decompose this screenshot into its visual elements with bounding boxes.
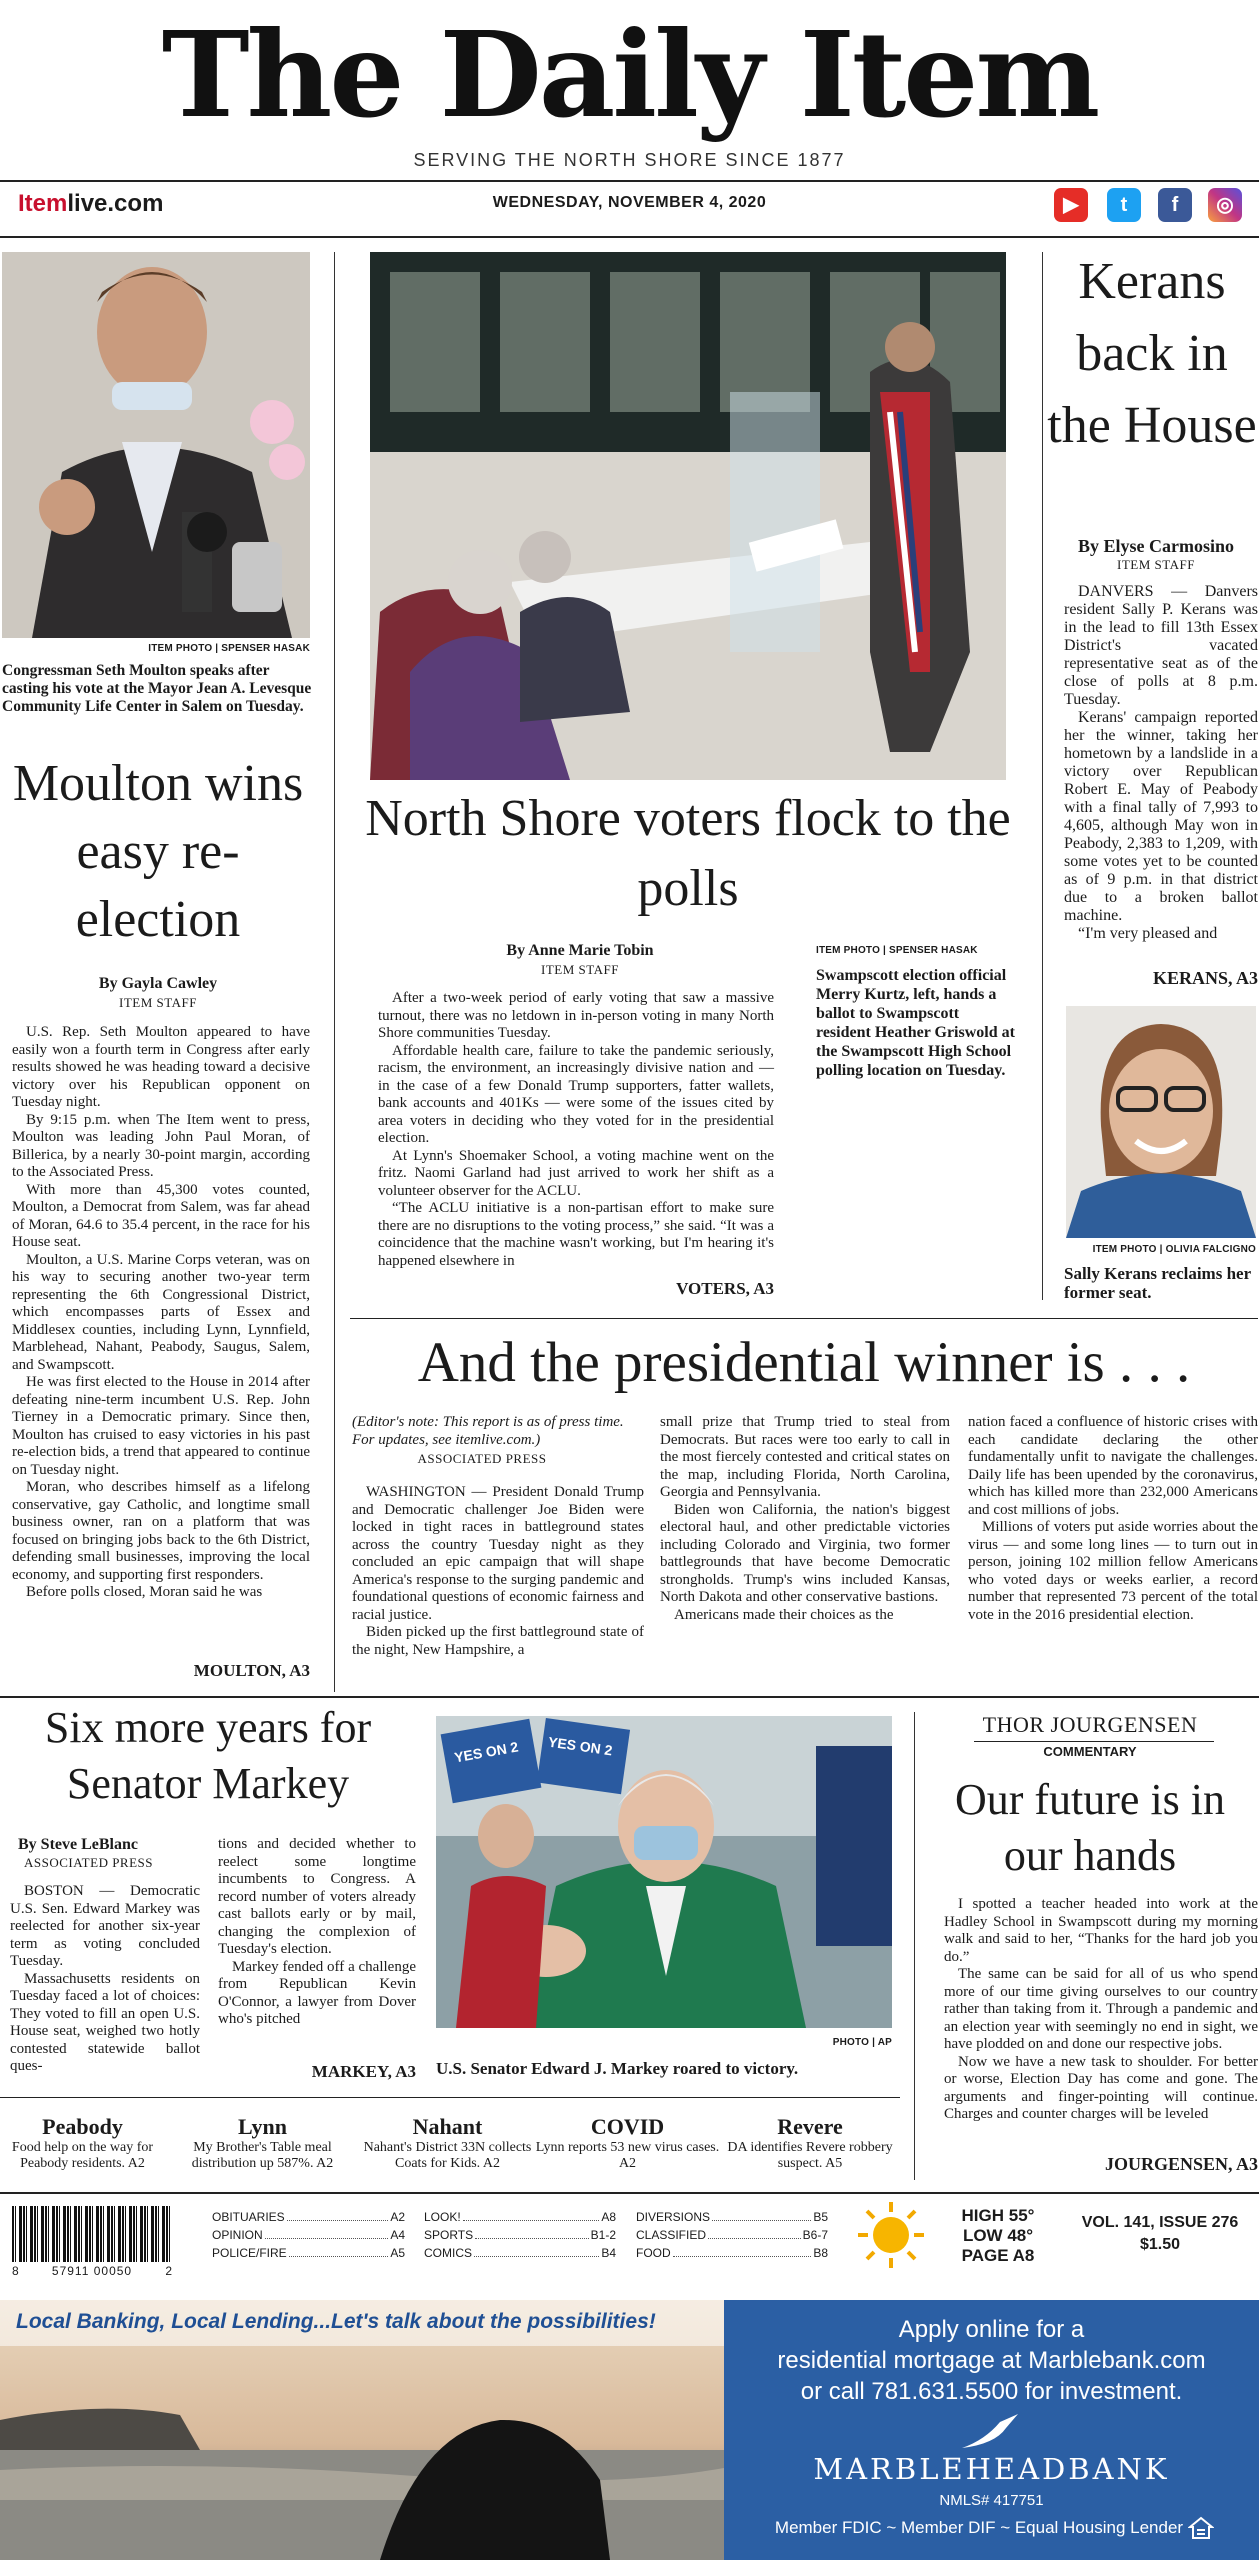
teaser-text: Nahant's District 33N collects Coats for Kids. A2 bbox=[363, 2140, 532, 2171]
president-paragraph: Biden picked up the first battleground state of the night, New Hampshire, a bbox=[352, 1624, 644, 1658]
markey-paragraph: tions and decided whether to reelect some longtime incumbents to Congress. A record number of voters already cast ballots early or by mail, changing the complexion of Tuesday's election. bbox=[218, 1836, 416, 1957]
moulton-byline: By Gayla Cawley bbox=[98, 975, 218, 992]
index-row[interactable]: DIVERSIONS B5 bbox=[636, 2210, 828, 2224]
voters-paragraph: “The ACLU initiative is a non-partisan effort to make sure there are no disruptions to the voting process,” she said. “It was a coincidence that the machine wasn't working, but I'm hearing it's happened elsewhere in bbox=[378, 1200, 774, 1269]
markey-jump-link[interactable]: MARKEY, A3 bbox=[311, 2062, 416, 2081]
teaser-peabody[interactable] bbox=[0, 2114, 165, 2184]
voters-photo bbox=[370, 252, 1006, 780]
kerans-paragraph: Kerans' campaign reported her the winner, taking her hometown by a landslide in a victory over Republican Robert E. May of Peabody with a final tally of 7,993 to 4,605, although May won in Peabody, 2,383 to 1,209, with some votes yet to be counted as of 9 p.m. in that district due to a broken ballot machine. bbox=[1064, 709, 1258, 924]
column-jump-link[interactable]: JOURGENSEN, A3 bbox=[1104, 2154, 1258, 2174]
barcode-digits: 57911 00050 bbox=[51, 2264, 133, 2278]
column-label: COMMENTARY bbox=[1043, 1744, 1137, 1759]
column-author-rule bbox=[974, 1741, 1214, 1742]
ad-nmls: NMLS# 417751 bbox=[939, 2492, 1044, 2509]
kerans-byline: By Elyse Carmosino bbox=[1077, 536, 1234, 556]
teaser-title: Nahant bbox=[412, 2114, 483, 2139]
column-paragraph: Now we have a new task to shoulder. For better or worse, Election Day has come and gone. The arguments and finger-pointing will continue. Charges and counter charges will be leveled bbox=[944, 2053, 1258, 2122]
index-row[interactable]: CLASSIFIED B6-7 bbox=[636, 2228, 828, 2242]
voters-byline: By Anne Marie Tobin bbox=[506, 942, 654, 959]
teaser-text: My Brother's Table meal distribution up 587%. A2 bbox=[191, 2140, 334, 2171]
barcode-number bbox=[12, 2264, 172, 2278]
markey-photo-sign: YES ON 2 bbox=[547, 1733, 614, 1759]
teaser-revere[interactable] bbox=[720, 2114, 900, 2184]
voters-paragraph: Affordable health care, failure to take the pandemic seriously, racism, the environment, an increasingly divisive nation and — in the case of a few Donald Trump supporters, fatter wallets, bank accounts and 401Ks — were some of the issues cited by area voters in deciding who they voted for in the presidential election. bbox=[378, 1042, 774, 1146]
teaser-nahant[interactable] bbox=[360, 2114, 535, 2184]
index-row[interactable]: OPINION A4 bbox=[212, 2228, 405, 2242]
president-paragraph: Biden won California, the nation's biggest electoral haul, and other predictable victories including Colorado and Virginia, two former battlegrounds that have become Democratic strongholds. Trump's wins included Kansas, North Dakota and other conservative bastions. bbox=[660, 1501, 950, 1605]
barcode-digit: 2 bbox=[165, 2264, 172, 2278]
teaser-title: Revere bbox=[777, 2114, 843, 2139]
issue-date: WEDNESDAY, NOVEMBER 4, 2020 bbox=[492, 194, 767, 211]
president-headline[interactable]: And the presidential winner is . . . bbox=[417, 1331, 1191, 1394]
teaser-title: Lynn bbox=[238, 2114, 287, 2139]
kerans-jump-link[interactable]: KERANS, A3 bbox=[1152, 968, 1258, 988]
instagram-icon[interactable]: ◎ bbox=[1208, 188, 1242, 222]
moulton-paragraph: He was first elected to the House in 2014 after defeating nine-term incumbent U.S. Rep. John Tierney in a Democratic primary. Since then, Moulton has cruised to easy victories in his past re-election bids, a trend that appeared to continue on Tuesday night. bbox=[12, 1374, 310, 1478]
kerans-body bbox=[1064, 583, 1258, 943]
site-logo-suffix: live.com bbox=[67, 190, 164, 217]
kerans-caption: Sally Kerans reclaims her former seat. bbox=[1064, 1264, 1251, 1302]
topbar-rule bbox=[0, 236, 1259, 238]
barcode bbox=[12, 2206, 172, 2262]
index-row[interactable]: FOOD B8 bbox=[636, 2246, 828, 2260]
markey-col1 bbox=[10, 1883, 200, 2076]
volume-info bbox=[1070, 2212, 1250, 2256]
masthead-tagline: SERVING THE NORTH SHORE SINCE 1877 bbox=[413, 150, 846, 170]
moulton-paragraph: By 9:15 p.m. when The Item went to press, Moulton was leading John Paul Moran, of Billerica, by a nearly 30-point margin, according to the Associated Press. bbox=[12, 1111, 310, 1180]
voters-staff: ITEM STAFF bbox=[541, 962, 619, 977]
moulton-jump-link[interactable]: MOULTON, A3 bbox=[193, 1661, 310, 1680]
index-row[interactable]: LOOK! A8 bbox=[424, 2210, 616, 2224]
column-divider bbox=[1042, 252, 1043, 1300]
moulton-caption: Congressman Seth Moulton speaks after casting his vote at the Mayor Jean A. Levesque Community Life Center in Salem on Tuesday. bbox=[2, 662, 312, 715]
column-divider bbox=[334, 252, 335, 1692]
twitter-icon[interactable]: t bbox=[1107, 188, 1141, 222]
president-staff: ASSOCIATED PRESS bbox=[417, 1451, 547, 1466]
section-rule bbox=[0, 1696, 1259, 1698]
index-row[interactable]: POLICE/FIRE A5 bbox=[212, 2246, 405, 2260]
markey-paragraph: BOSTON — Democratic U.S. Sen. Edward Markey was reelected for another six-year term as voting concluded Tuesday. bbox=[10, 1883, 200, 1969]
president-paragraph: Americans made their choices as the bbox=[674, 1606, 894, 1623]
bird-logo-icon bbox=[960, 2412, 1020, 2452]
markey-caption: U.S. Senator Edward J. Markey roared to victory. bbox=[436, 2059, 799, 2078]
markey-staff: ASSOCIATED PRESS bbox=[24, 1855, 154, 1870]
index-row[interactable]: COMICS B4 bbox=[424, 2246, 616, 2260]
voters-paragraph: At Lynn's Shoemaker School, a voting machine went on the fritz. Naomi Garland had just arrived to work her shift as a volunteer observer for the ACLU. bbox=[378, 1147, 774, 1199]
ad-footer: Member FDIC ~ Member DIF ~ Equal Housing Lender bbox=[774, 2518, 1184, 2537]
markey-photo bbox=[436, 1716, 892, 2028]
column-paragraph: The same can be said for all of us who spend more of our time giving ourselves to our country rather than taking from it. Through a pandemic and an election year with seemingly no end in sight, we have plodded on and done our respective jobs. bbox=[944, 1966, 1258, 2052]
weather-high: HIGH 55° bbox=[961, 2206, 1035, 2225]
sun-icon bbox=[856, 2200, 926, 2270]
moulton-paragraph: U.S. Rep. Seth Moulton appeared to have easily won a fourth term in Congress after early results showed he was heading toward a decisive victory over his Republican opponent on Tuesday night. bbox=[12, 1024, 310, 1110]
ad-slogan: Local Banking, Local Lending...Let's talk about the possibilities! bbox=[16, 2310, 656, 2333]
markey-paragraph: Massachusetts residents on Tuesday faced a lot of choices: They voted to fill an open U.S. House seat, weighed two hotly contested statewide ballot ques- bbox=[10, 1970, 200, 2074]
section-rule bbox=[350, 1318, 1258, 1319]
voters-headline[interactable]: North Shore voters flock to the polls bbox=[365, 790, 1011, 917]
column-paragraph: I spotted a teacher headed into work at the Hadley School in Swampscott during my morning walk and said to her, “Thanks for the hard job you do.” bbox=[944, 1896, 1258, 1965]
kerans-headline[interactable]: Kerans back in the House bbox=[1047, 253, 1257, 454]
index-column bbox=[636, 2208, 828, 2262]
ad-line: Apply online for a bbox=[898, 2316, 1085, 2343]
teaser-text: Lynn reports 53 new virus cases. A2 bbox=[535, 2140, 720, 2171]
weather-forecast bbox=[948, 2206, 1048, 2266]
teaser-rule bbox=[0, 2097, 900, 2098]
volume-issue: VOL. 141, ISSUE 276 bbox=[1081, 2214, 1239, 2231]
voters-caption: Swampscott election official Merry Kurtz, left, hands a ballot to Swampscott resident Heather Griswold at the Swampscott High School polling location on Tuesday. bbox=[816, 967, 1015, 1079]
markey-paragraph: Markey fended off a challenge from Republican Kevin O'Connor, a lawyer from Dover who's pitched bbox=[218, 1958, 416, 2027]
ad-copy bbox=[724, 2314, 1259, 2407]
president-editors-note: (Editor's note: This report is as of press time. For updates, see itemlive.com.) bbox=[352, 1414, 624, 1448]
moulton-photo-credit: ITEM PHOTO | SPENSER HASAK bbox=[148, 643, 310, 654]
teaser-bar bbox=[0, 2114, 900, 2184]
index-row[interactable]: SPORTS B1-2 bbox=[424, 2228, 616, 2242]
column-divider bbox=[914, 1712, 915, 2180]
president-paragraph: WASHINGTON — President Donald Trump and Democratic challenger Joe Biden were locked in tight races in battleground states across the country Tuesday night as they concluded an epic campaign that will shape America's response to the surging pandemic and foundational questions of economic fairness and racial justice. bbox=[352, 1484, 644, 1623]
president-paragraph: small prize that Trump tried to steal from Democrats. But races were too early to call in the most fiercely contested and critical states on the map, including Florida, North Carolina, Georgia and Pennsylvania. bbox=[660, 1414, 950, 1500]
index-column bbox=[424, 2208, 616, 2262]
moulton-paragraph: Before polls closed, Moran said he was bbox=[26, 1584, 263, 1600]
kerans-paragraph: DANVERS — Danvers resident Sally P. Kerans was in the lead to fill 13th Essex District's vacated representative seat as of the close of polls at 8 p.m. Tuesday. bbox=[1064, 583, 1258, 708]
moulton-staff: ITEM STAFF bbox=[119, 995, 197, 1010]
teaser-title: Peabody bbox=[42, 2114, 123, 2139]
section-rule bbox=[0, 2192, 1259, 2194]
teaser-text: DA identifies Revere robbery suspect. A5 bbox=[727, 2140, 893, 2171]
moulton-paragraph: Moran, who describes himself as a lifelong conservative, gay Catholic, and longtime small business owner, ran on a platform that was focused on bringing jobs back to the 6th District, defending small businesses, improving the local economy, and supporting first responders. bbox=[12, 1479, 310, 1583]
weather-low: LOW 48° bbox=[962, 2226, 1034, 2245]
markey-photo-credit: PHOTO | AP bbox=[832, 2037, 892, 2048]
teaser-title: COVID bbox=[590, 2114, 665, 2139]
president-paragraph: Millions of voters put aside worries about the virus — and some long lines — to turn out in person, joining 102 million fellow Americans who voted days or weeks earlier, a record number that represented 73 percent of the total vote in the 2016 presidential election. bbox=[968, 1519, 1258, 1623]
moulton-paragraph: Moulton, a U.S. Marine Corps veteran, was on his way to securing another two-year term representing the 6th Congressional District, which encompasses parts of Essex and Middlesex counties, including Lynn, Lynnfield, Marblehead, Nahant, Peabody, Saugus, Salem, and Swampscott. bbox=[12, 1251, 310, 1373]
moulton-paragraph: With more than 45,300 votes counted, Moulton, a Democrat from Salem, was far ahead of Moran, 64.6 to 35.4 percent, in the race for his House seat. bbox=[12, 1181, 310, 1250]
ad-bank-name: MARBLEHEADBANK bbox=[813, 2452, 1170, 2486]
index-column bbox=[212, 2208, 405, 2262]
barcode-digit: 8 bbox=[12, 2264, 19, 2278]
masthead-title: The Daily Item bbox=[161, 5, 1098, 144]
markey-headline[interactable]: Six more years for Senator Markey bbox=[44, 1703, 372, 1808]
teaser-text: Food help on the way for Peabody residents. A2 bbox=[11, 2140, 154, 2171]
facebook-icon[interactable]: f bbox=[1158, 188, 1192, 222]
ad-line: residential mortgage at Marblebank.com bbox=[777, 2347, 1206, 2374]
president-col1 bbox=[352, 1484, 644, 1659]
index-row[interactable]: OBITUARIES A2 bbox=[212, 2210, 405, 2224]
site-logo-prefix: Item bbox=[18, 190, 68, 217]
column-author: THOR JOURGENSEN bbox=[982, 1712, 1198, 1737]
marblehead-bank-ad[interactable] bbox=[0, 2300, 1259, 2560]
ad-line: or call 781.631.5500 for investment. bbox=[800, 2378, 1183, 2405]
kerans-photo bbox=[1066, 1006, 1256, 1238]
kerans-photo-credit: ITEM PHOTO | OLIVIA FALCIGNO bbox=[1092, 1244, 1256, 1255]
weather-page[interactable]: PAGE A8 bbox=[961, 2246, 1035, 2265]
kerans-staff: ITEM STAFF bbox=[1117, 557, 1195, 572]
president-col2 bbox=[660, 1414, 950, 1624]
teaser-covid[interactable] bbox=[535, 2114, 720, 2184]
markey-photo-sign: YES ON 2 bbox=[453, 1738, 520, 1766]
moulton-headline[interactable]: Moulton wins easy re-election bbox=[12, 755, 304, 948]
president-paragraph: nation faced a confluence of historic crises with each candidate declaring the other fundamentally unfit to navigate the challenges. Daily life has been upended by the coronavirus, which has killed more than 232,000 Americans and cost millions of jobs. bbox=[968, 1414, 1258, 1518]
voters-photo-credit: ITEM PHOTO | SPENSER HASAK bbox=[816, 945, 978, 956]
teaser-lynn[interactable] bbox=[165, 2114, 360, 2184]
equal-housing-icon bbox=[1188, 2516, 1214, 2540]
top-bar bbox=[0, 178, 1259, 234]
column-body bbox=[944, 1896, 1258, 2124]
issue-price: $1.50 bbox=[1139, 2236, 1181, 2253]
voters-paragraph: After a two-week period of early voting that saw a massive turnout, there was no letdown in in-person voting in many North Shore communities Tuesday. bbox=[378, 990, 774, 1041]
youtube-icon[interactable]: ▶ bbox=[1054, 188, 1088, 222]
markey-col2 bbox=[218, 1836, 416, 2029]
moulton-body bbox=[12, 1024, 310, 1602]
voters-jump-link[interactable]: VOTERS, A3 bbox=[676, 1279, 774, 1298]
kerans-paragraph: “I'm very pleased and bbox=[1078, 925, 1218, 942]
moulton-photo bbox=[2, 252, 310, 638]
column-headline[interactable]: Our future is in our hands bbox=[954, 1775, 1226, 1880]
markey-byline: By Steve LeBlanc bbox=[18, 1836, 138, 1853]
voters-body bbox=[378, 990, 774, 1270]
president-col3 bbox=[968, 1414, 1258, 1624]
